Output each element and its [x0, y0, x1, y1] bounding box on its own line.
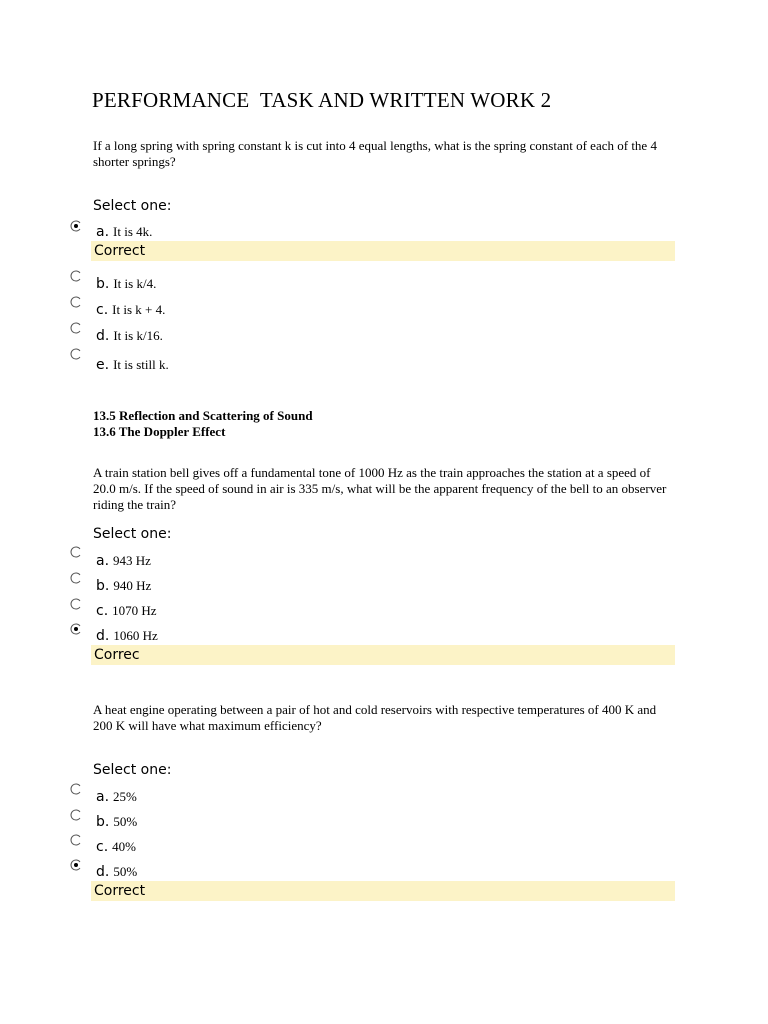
q2-feedback-banner: Correc [91, 645, 675, 665]
option-letter: b. [96, 578, 110, 594]
q1-feedback-banner: Correct [91, 241, 675, 261]
question-2-text: A train station bell gives off a fundamental tone of 1000 Hz as the train approaches the station at a speed of 20.0 m/s. If the speed of sound in air is 335 m/s, what will be the apparent frequency of the bell to an observer riding the train? [93, 465, 667, 512]
q2-option-c[interactable] [96, 603, 157, 619]
q3-option-b[interactable] [96, 814, 137, 830]
question-3-select-label: Select one: [93, 762, 172, 778]
q1-option-a[interactable] [96, 224, 152, 240]
q3-feedback-banner: Correct [91, 881, 675, 901]
option-letter: c. [96, 603, 109, 619]
option-text: 50% [113, 814, 138, 829]
q1-option-c[interactable] [96, 302, 165, 318]
q2-option-d[interactable] [96, 628, 158, 644]
option-text: It is k/4. [113, 276, 157, 291]
option-letter: d. [96, 864, 110, 880]
q2-option-b[interactable] [96, 578, 151, 594]
radio-unselected-icon[interactable] [70, 572, 82, 584]
option-text: It is still k. [113, 357, 169, 372]
option-letter: a. [96, 224, 110, 240]
option-text: 25% [113, 789, 137, 804]
option-text: It is k + 4. [112, 302, 166, 317]
option-letter: e. [96, 357, 110, 373]
option-letter: c. [96, 302, 109, 318]
option-letter: a. [96, 789, 110, 805]
page-title: PERFORMANCE TASK AND WRITTEN WORK 2 [92, 88, 552, 112]
option-text: 1060 Hz [113, 628, 158, 643]
radio-unselected-icon[interactable] [70, 348, 82, 360]
q3-option-c[interactable] [96, 839, 136, 855]
q1-option-e[interactable] [96, 357, 169, 373]
radio-selected-icon[interactable] [70, 220, 82, 232]
radio-unselected-icon[interactable] [70, 598, 82, 610]
option-letter: b. [96, 276, 110, 292]
option-text: 940 Hz [113, 578, 152, 593]
q1-option-d[interactable] [96, 328, 163, 344]
radio-unselected-icon[interactable] [70, 783, 82, 795]
section-heading-2: 13.6 The Doppler Effect [93, 424, 226, 439]
radio-unselected-icon[interactable] [70, 834, 82, 846]
option-text: It is 4k. [113, 224, 153, 239]
radio-unselected-icon[interactable] [70, 546, 82, 558]
radio-unselected-icon[interactable] [70, 296, 82, 308]
question-3-text: A heat engine operating between a pair of hot and cold reservoirs with respective temperatures of 400 K and 200 K will have what maximum efficiency? [93, 702, 657, 733]
radio-unselected-icon[interactable] [70, 270, 82, 282]
option-text: 40% [112, 839, 136, 854]
radio-selected-icon[interactable] [70, 623, 82, 635]
question-2-select-label: Select one: [93, 526, 172, 542]
section-heading-1: 13.5 Reflection and Scattering of Sound [93, 408, 313, 423]
option-letter: a. [96, 553, 110, 569]
option-text: 50% [113, 864, 138, 879]
option-text: It is k/16. [113, 328, 163, 343]
question-1-text: If a long spring with spring constant k is cut into 4 equal lengths, what is the spring constant of each of the 4 shorter springs? [93, 138, 657, 169]
option-letter: c. [96, 839, 109, 855]
option-letter: d. [96, 628, 110, 644]
q1-option-b[interactable] [96, 276, 156, 292]
radio-selected-icon[interactable] [70, 859, 82, 871]
option-text: 1070 Hz [112, 603, 157, 618]
option-letter: b. [96, 814, 110, 830]
q3-option-a[interactable] [96, 789, 137, 805]
q2-option-a[interactable] [96, 553, 151, 569]
q3-option-d[interactable] [96, 864, 137, 880]
question-1-select-label: Select one: [93, 198, 172, 214]
option-text: 943 Hz [113, 553, 151, 568]
radio-unselected-icon[interactable] [70, 322, 82, 334]
option-letter: d. [96, 328, 110, 344]
radio-unselected-icon[interactable] [70, 809, 82, 821]
